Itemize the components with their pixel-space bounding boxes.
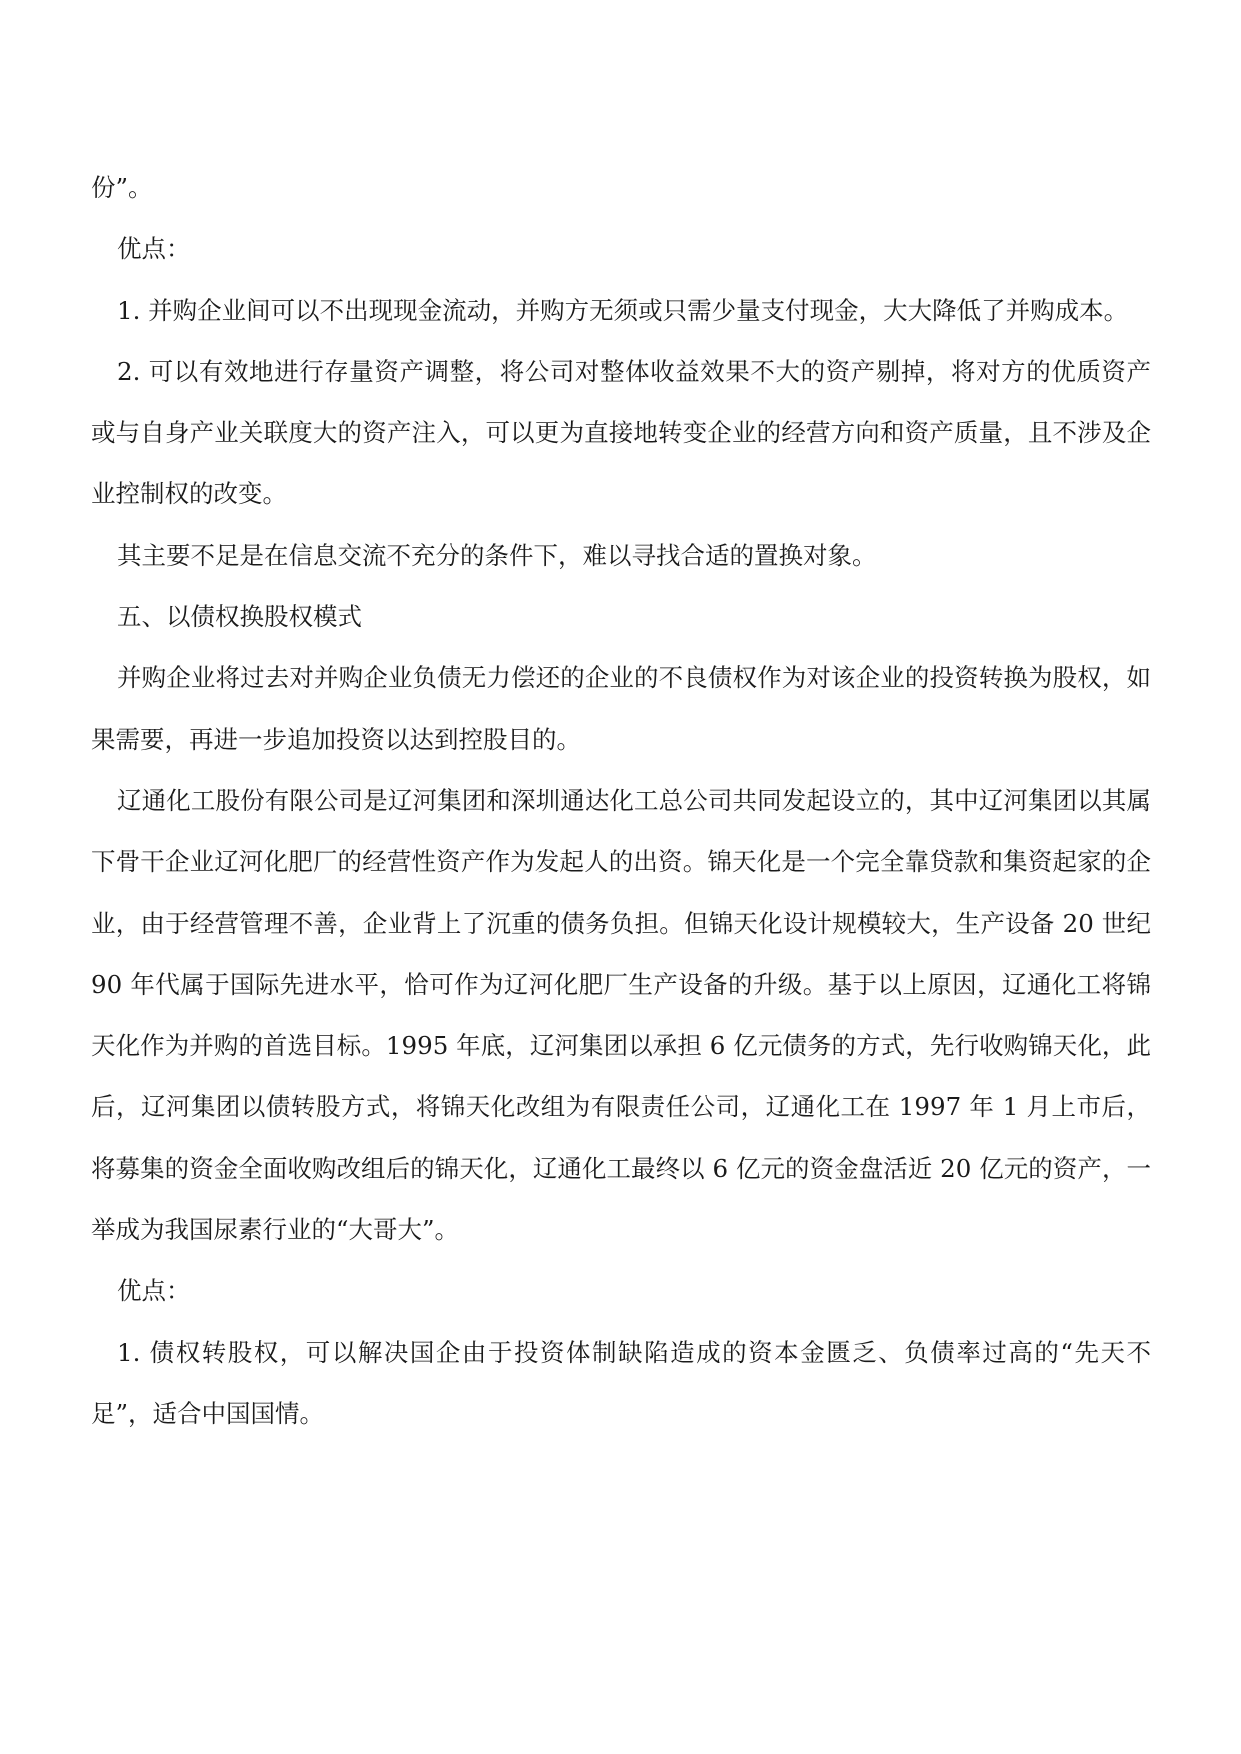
paragraph-advantage-2: 2. 可以有效地进行存量资产调整，将公司对整体收益效果不大的资产剔掉，将对方的优质资产或与自身产业关联度大的资产注入，可以更为直接地转变企业的经营方向和资产质量，且不涉及企业控制权的改变。 [91, 356, 1151, 509]
paragraph-advantage-debt-1: 1. 债权转股权，可以解决国企由于投资体制缺陷造成的资本金匮乏、负债率过高的“先天不足”，适合中国国情。 [91, 1337, 1151, 1428]
section-heading-debt-to-equity: 五、以债权换股权模式 [117, 602, 362, 632]
paragraph-disadvantage: 其主要不足是在信息交流不充分的条件下，难以寻找合适的置换对象。 [117, 540, 877, 570]
paragraph-definition: 并购企业将过去对并购企业负债无力偿还的企业的不良债权作为对该企业的投资转换为股权，如果需要，再进一步追加投资以达到控股目的。 [91, 663, 1151, 754]
document-body [91, 157, 1151, 1444]
paragraph-case-study: 辽通化工股份有限公司是辽河集团和深圳通达化工总公司共同发起设立的，其中辽河集团以其属下骨干企业辽河化肥厂的经营性资产作为发起人的出资。锦天化是一个完全靠贷款和集资起家的企业，由于经营管理不善，企业背上了沉重的债务负担。但锦天化设计规模较大，生产设备 20 世纪 90 年代属于国际先进水平，恰可作为辽河化肥厂生产设备的升级。基于以上原因，辽通化工将锦天化作为并购的首选目标。1995 年底，辽河集团以承担 6 亿元债务的方式，先行收购锦天化，此后，辽河集团以债转股方式，将锦天化改组为有限责任公司，辽通化工在 1997 年 1 月上市后，将募集的资金全面收购改组后的锦天化，辽通化工最终以 6 亿元的资金盘活近 20 亿元的资产，一举成为我国尿素行业的“大哥大”。 [91, 785, 1151, 1245]
paragraph-continuation: 份”。 [91, 173, 153, 202]
paragraph-advantages-heading-1: 优点： [117, 234, 191, 264]
paragraph-advantage-1: 1. 并购企业间可以不出现现金流动，并购方无须或只需少量支付现金，大大降低了并购成本。 [117, 295, 1129, 325]
paragraph-advantages-heading-2: 优点： [117, 1276, 191, 1306]
